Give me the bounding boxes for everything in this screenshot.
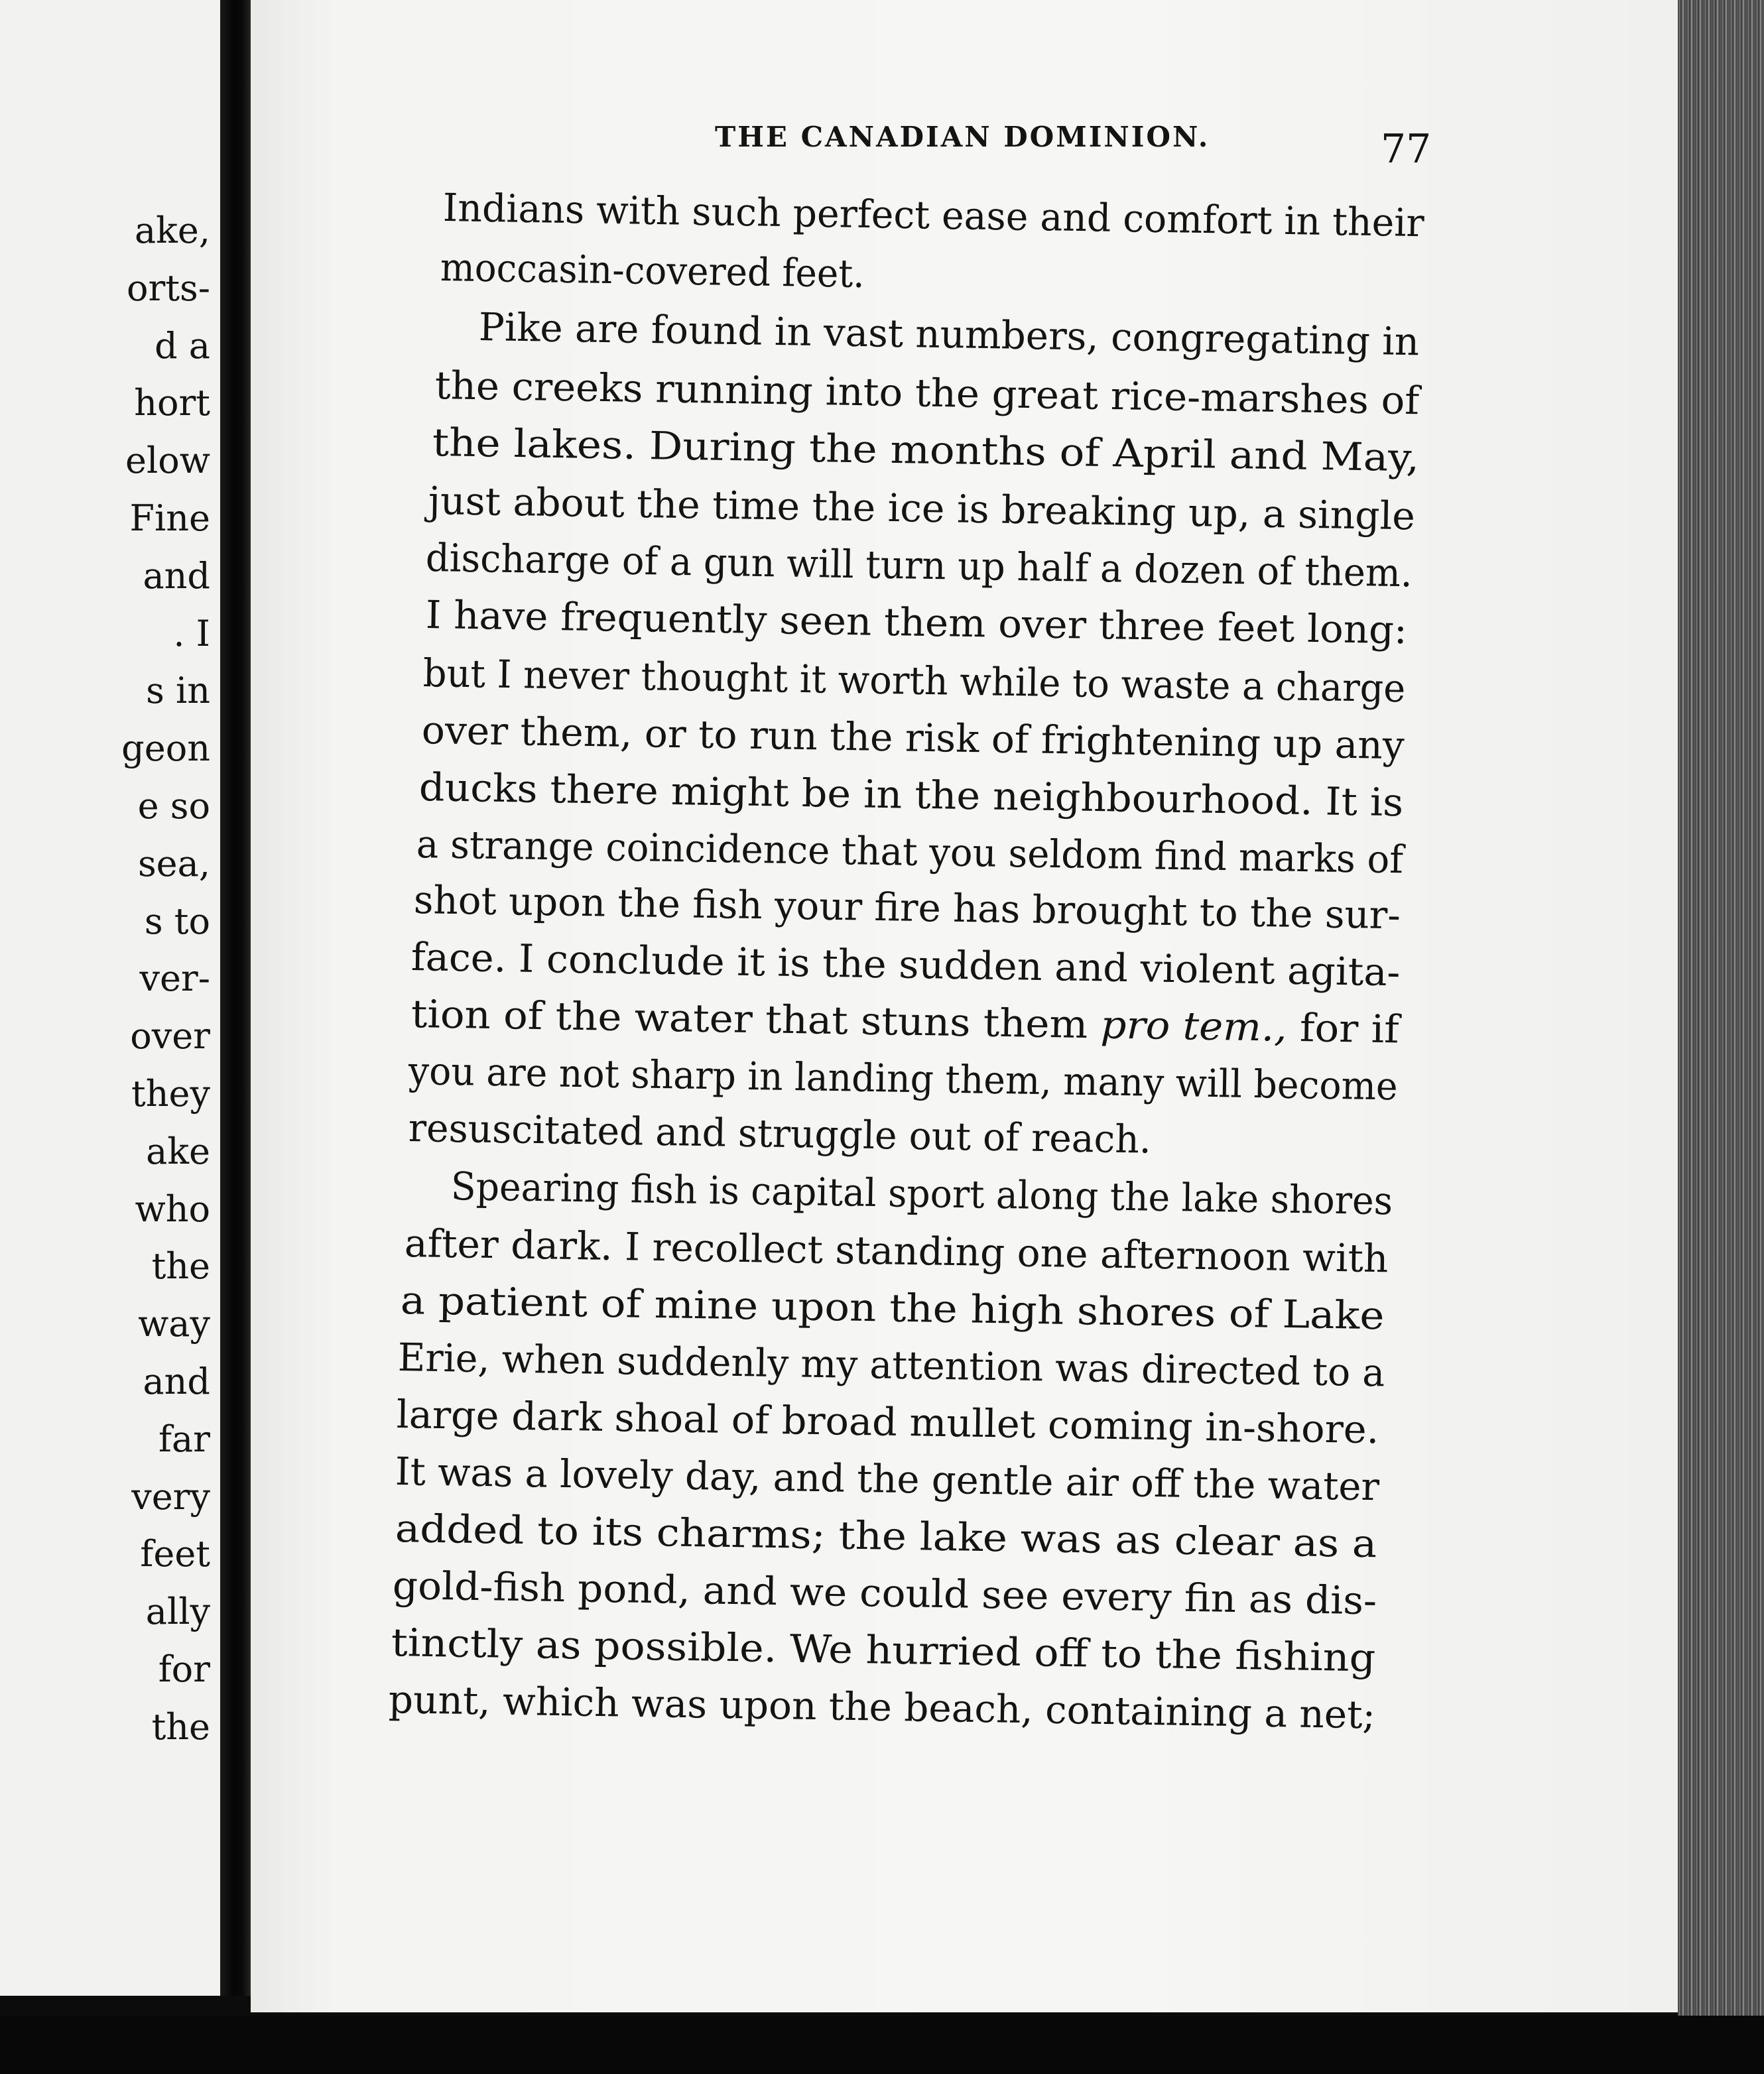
text-line (397, 1335, 1385, 1394)
facing-page-fragment: the (151, 1245, 210, 1288)
text-run: resuscitated and struggle out of reach. (408, 1105, 1152, 1162)
text-run: I have frequently seen them over three feet long: (425, 592, 1408, 653)
facing-page-fragment: orts- (127, 267, 210, 309)
running-head: THE CANADIAN DOMINION. (715, 121, 1210, 153)
text-line (410, 935, 1400, 994)
text-line (391, 1620, 1375, 1679)
text-line (418, 765, 1403, 824)
text-line (442, 186, 1424, 245)
text-run: shot upon the fish your fire has brought to the sur- (413, 877, 1401, 938)
text-line (395, 1506, 1377, 1565)
text-line (425, 593, 1407, 652)
text-line (396, 1392, 1379, 1451)
italic-phrase: pro tem., (1100, 1002, 1288, 1050)
text-line (408, 1049, 1398, 1108)
text-line (450, 1164, 1393, 1223)
text-run: Erie, when suddenly my attention was directed to a (397, 1335, 1385, 1396)
text-run: over them, or to run the risk of frightening up any (421, 707, 1405, 768)
text-run: discharge of a gun will turn up half a dozen of them. (425, 535, 1413, 596)
facing-page-fragment: and (143, 554, 210, 597)
text-line (422, 651, 1405, 710)
facing-page-fragment: . I (173, 612, 210, 654)
text-line (408, 1106, 1151, 1162)
facing-page-fragment: far (158, 1418, 210, 1460)
text-line (395, 1449, 1379, 1508)
text-run: moccasin-covered feet. (440, 245, 865, 297)
text-run: tinctly as possible. We hurried off to the fishing (391, 1620, 1376, 1681)
text-run: punt, which was upon the beach, containing a net; (388, 1677, 1376, 1738)
facing-page-fragment: geon (121, 727, 210, 770)
text-line (416, 822, 1403, 881)
text-run: for if (1287, 1005, 1400, 1052)
page-number: 77 (1381, 126, 1432, 172)
facing-page-fragment: elow (125, 440, 210, 482)
facing-page-fragment: way (138, 1303, 210, 1345)
text-run: Spearing fish is capital sport along the lake shores (450, 1164, 1393, 1224)
text-run: It was a lovely day, and the gentle air off the water (395, 1449, 1380, 1510)
facing-page-fragment: who (135, 1188, 210, 1230)
text-run: added to its charms; the lake was as clear as a (395, 1506, 1377, 1567)
facing-page-fragment: and (143, 1361, 210, 1402)
text-run: a patient of mine upon the high shores of Lake (400, 1278, 1385, 1339)
text-line (413, 878, 1401, 937)
text-line (478, 305, 1419, 363)
text-run: gold-fish pond, and we could see every fin as dis- (392, 1563, 1377, 1624)
text-line (410, 992, 1399, 1051)
facing-page-fragment: e so (137, 785, 210, 827)
text-line (404, 1221, 1388, 1280)
facing-page-fragment: hort (134, 382, 210, 424)
facing-page-fragment: for (158, 1648, 210, 1690)
text-run: face. I conclude it is the sudden and violent agita- (410, 934, 1401, 995)
facing-page-fragment: ver- (139, 957, 210, 1000)
facing-page-fragment: ake, (134, 210, 210, 251)
text-line (428, 479, 1415, 538)
text-run: ducks there might be in the neighbourhood. It is (418, 764, 1404, 825)
text-line (432, 420, 1419, 479)
facing-page-fragment: they (131, 1073, 210, 1115)
text-run: a strange coincidence that you seldom find marks of (416, 822, 1404, 883)
facing-page-fragment: feet (140, 1533, 210, 1575)
text-line (388, 1677, 1375, 1737)
text-run: the creeks running into the great rice-marshes of (434, 363, 1420, 424)
text-line (421, 708, 1405, 767)
text-run: Pike are found in vast numbers, congregating in (478, 304, 1420, 365)
facing-page-fragment: s to (144, 900, 210, 942)
text-line (434, 363, 1419, 422)
text-run: tion of the water that stuns them (410, 991, 1102, 1048)
text-run: after dark. I recollect standing one afternoon with (404, 1221, 1389, 1282)
text-run: large dark shoal of broad mullet coming in-shore. (396, 1392, 1379, 1453)
facing-page-fragment: sea, (137, 842, 210, 884)
text-line (440, 245, 865, 296)
facing-page-fragment: over (130, 1015, 210, 1058)
text-run: you are not sharp in landing them, many will become (408, 1048, 1399, 1109)
facing-page-fragment: very (131, 1475, 210, 1518)
text-run: just about the time the ice is breaking up, a single (428, 478, 1416, 539)
facing-page-fragment: d a (155, 324, 210, 367)
facing-page-fragment: the (151, 1705, 210, 1748)
text-run: the lakes. During the months of April and May, (432, 420, 1420, 481)
facing-page-fragment: ally (145, 1591, 210, 1633)
text-run: but I never thought it worth while to waste a charge (422, 650, 1406, 711)
facing-page-fragment: ake (146, 1130, 210, 1172)
text-line (400, 1278, 1384, 1337)
facing-page-fragment: Fine (129, 497, 210, 539)
text-run: Indians with such perfect ease and comfort in their (442, 185, 1425, 246)
facing-page-fragment: s in (146, 670, 210, 712)
text-line (425, 536, 1413, 595)
text-line (392, 1563, 1377, 1622)
